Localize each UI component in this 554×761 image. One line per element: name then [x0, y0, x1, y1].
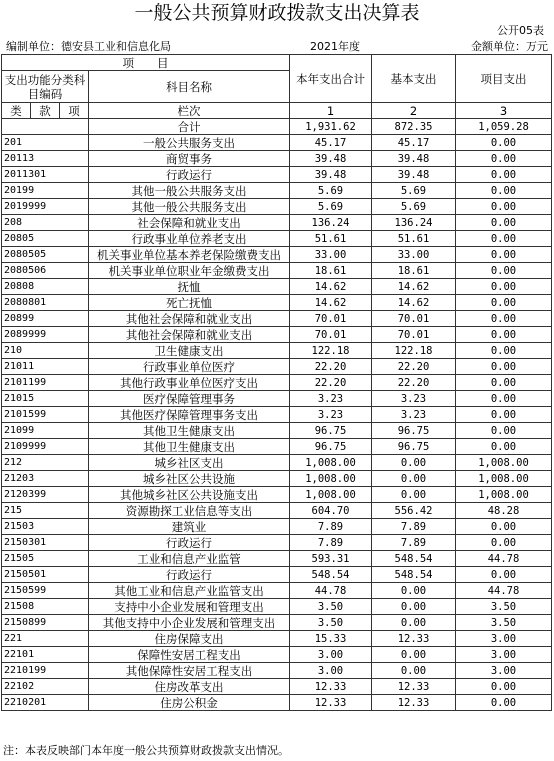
amount-unit: 金额单位：万元: [471, 40, 548, 53]
row-code: 21011: [2, 359, 89, 375]
table-row: [2, 647, 552, 663]
row-project: 0.00: [456, 679, 552, 695]
basic-column-header: 基本支出: [372, 55, 456, 103]
row-name: 其他一般公共服务支出: [89, 199, 290, 215]
row-name: 行政运行: [89, 535, 290, 551]
row-name: 社会保障和就业支出: [89, 215, 290, 231]
table-row: [2, 423, 552, 439]
project-column-header: 项目支出: [456, 55, 552, 103]
row-basic: 96.75: [372, 439, 456, 455]
row-project: 0.00: [456, 695, 552, 711]
row-name: 卫生健康支出: [89, 343, 290, 359]
row-name: 其他行政事业单位医疗支出: [89, 375, 290, 391]
row-basic: 0.00: [372, 455, 456, 471]
col2-index: 2: [372, 103, 456, 119]
table-row: [2, 375, 552, 391]
table-row: [2, 487, 552, 503]
row-code: 2080505: [2, 247, 89, 263]
row-total: 593.31: [290, 551, 372, 567]
row-project: 0.00: [456, 327, 552, 343]
row-project: 0.00: [456, 263, 552, 279]
row-code: 210: [2, 343, 89, 359]
row-basic: 5.69: [372, 183, 456, 199]
row-name: 城乡社区公共设施: [89, 471, 290, 487]
row-total: 5.69: [290, 199, 372, 215]
row-total: 604.70: [290, 503, 372, 519]
row-code: 2120399: [2, 487, 89, 503]
row-project: 44.78: [456, 551, 552, 567]
row-basic: 0.00: [372, 599, 456, 615]
row-project: 0.00: [456, 439, 552, 455]
table-row: [2, 567, 552, 583]
table-row: [2, 615, 552, 631]
row-total: 96.75: [290, 439, 372, 455]
row-total: 14.62: [290, 295, 372, 311]
row-code: 20199: [2, 183, 89, 199]
row-total: 12.33: [290, 695, 372, 711]
table-row: [2, 551, 552, 567]
row-project: 1,008.00: [456, 471, 552, 487]
row-name: 住房保障支出: [89, 631, 290, 647]
row-basic: 548.54: [372, 551, 456, 567]
row-project: 0.00: [456, 407, 552, 423]
table-row: [2, 359, 552, 375]
row-total: 3.50: [290, 615, 372, 631]
row-total: 3.00: [290, 647, 372, 663]
row-code: 2089999: [2, 327, 89, 343]
row-basic: 18.61: [372, 263, 456, 279]
row-basic: 548.54: [372, 567, 456, 583]
row-name: 保障性安居工程支出: [89, 647, 290, 663]
row-basic: 51.61: [372, 231, 456, 247]
row-code: 22102: [2, 679, 89, 695]
row-name: 机关事业单位基本养老保险缴费支出: [89, 247, 290, 263]
row-total: 33.00: [290, 247, 372, 263]
row-total: 7.89: [290, 519, 372, 535]
row-code: 2080801: [2, 295, 89, 311]
row-basic: 122.18: [372, 343, 456, 359]
row-project: 0.00: [456, 535, 552, 551]
row-total: 39.48: [290, 151, 372, 167]
total-basic: 872.35: [372, 119, 456, 135]
xiang-header: 项: [60, 103, 89, 119]
row-basic: 0.00: [372, 615, 456, 631]
row-name: 医疗保障管理事务: [89, 391, 290, 407]
row-total: 3.23: [290, 391, 372, 407]
row-project: 0.00: [456, 359, 552, 375]
table-row: [2, 327, 552, 343]
page-title: 一般公共预算财政拨款支出决算表: [134, 2, 420, 24]
row-project: 0.00: [456, 151, 552, 167]
row-basic: 3.23: [372, 407, 456, 423]
row-name: 城乡社区支出: [89, 455, 290, 471]
row-total: 3.23: [290, 407, 372, 423]
row-code: 21099: [2, 423, 89, 439]
row-total: 45.17: [290, 135, 372, 151]
lei-header: 类: [2, 103, 31, 119]
row-total: 51.61: [290, 231, 372, 247]
row-name: 死亡抚恤: [89, 295, 290, 311]
row-code: 2150899: [2, 615, 89, 631]
row-code: 20113: [2, 151, 89, 167]
table-row: [2, 663, 552, 679]
row-name: 资源勘探工业信息等支出: [89, 503, 290, 519]
total-amount: 1,931.62: [290, 119, 372, 135]
row-project: 44.78: [456, 583, 552, 599]
table-row: [2, 279, 552, 295]
row-basic: 7.89: [372, 519, 456, 535]
row-name: 支持中小企业发展和管理支出: [89, 599, 290, 615]
row-total: 22.20: [290, 359, 372, 375]
table-row: [2, 215, 552, 231]
row-basic: 14.62: [372, 295, 456, 311]
row-basic: 22.20: [372, 375, 456, 391]
table-row: [2, 455, 552, 471]
row-name: 其他一般公共服务支出: [89, 183, 290, 199]
row-name: 住房改革支出: [89, 679, 290, 695]
row-code: 2011301: [2, 167, 89, 183]
total-row: [2, 119, 552, 135]
table-row: [2, 503, 552, 519]
row-name: 一般公共服务支出: [89, 135, 290, 151]
row-code: 2210201: [2, 695, 89, 711]
row-basic: 12.33: [372, 631, 456, 647]
table-row: [2, 263, 552, 279]
row-project: 3.50: [456, 599, 552, 615]
row-name: 行政运行: [89, 167, 290, 183]
fiscal-year: 2021年度: [310, 40, 360, 53]
row-name: 抚恤: [89, 279, 290, 295]
row-name: 机关事业单位职业年金缴费支出: [89, 263, 290, 279]
row-code: 201: [2, 135, 89, 151]
row-total: 39.48: [290, 167, 372, 183]
row-total: 18.61: [290, 263, 372, 279]
row-total: 12.33: [290, 679, 372, 695]
row-total: 136.24: [290, 215, 372, 231]
row-project: 0.00: [456, 375, 552, 391]
row-project: 0.00: [456, 423, 552, 439]
row-code: 212: [2, 455, 89, 471]
row-basic: 22.20: [372, 359, 456, 375]
row-total: 1,008.00: [290, 455, 372, 471]
row-code: 21203: [2, 471, 89, 487]
row-code: 21503: [2, 519, 89, 535]
row-basic: 70.01: [372, 327, 456, 343]
row-code: 20808: [2, 279, 89, 295]
row-total: 1,008.00: [290, 471, 372, 487]
table-row: [2, 135, 552, 151]
row-code: 20899: [2, 311, 89, 327]
row-project: 0.00: [456, 295, 552, 311]
row-basic: 39.48: [372, 167, 456, 183]
table-row: [2, 199, 552, 215]
total-label: 合计: [89, 119, 290, 135]
row-code: 2210199: [2, 663, 89, 679]
table-row: [2, 695, 552, 711]
row-name: 行政运行: [89, 567, 290, 583]
row-project: 3.00: [456, 647, 552, 663]
row-basic: 33.00: [372, 247, 456, 263]
row-total: 44.78: [290, 583, 372, 599]
row-project: 0.00: [456, 311, 552, 327]
function-code-header: 支出功能分类科目编码: [2, 71, 89, 103]
row-project: 0.00: [456, 247, 552, 263]
row-total: 7.89: [290, 535, 372, 551]
row-basic: 3.23: [372, 391, 456, 407]
table-row: [2, 631, 552, 647]
row-code: 2109999: [2, 439, 89, 455]
row-total: 5.69: [290, 183, 372, 199]
row-code: 215: [2, 503, 89, 519]
table-row: [2, 599, 552, 615]
row-name: 其他卫生健康支出: [89, 439, 290, 455]
table-row: [2, 231, 552, 247]
row-code: 21508: [2, 599, 89, 615]
row-code: 21505: [2, 551, 89, 567]
name-column-header: 科目名称: [89, 71, 290, 103]
row-name: 其他城乡社区公共设施支出: [89, 487, 290, 503]
row-name: 行政事业单位养老支出: [89, 231, 290, 247]
table-row: [2, 247, 552, 263]
row-code: 21015: [2, 391, 89, 407]
table-row: [2, 295, 552, 311]
table-row: [2, 391, 552, 407]
row-total: 70.01: [290, 327, 372, 343]
table-row: [2, 311, 552, 327]
table-row: [2, 679, 552, 695]
table-row: [2, 183, 552, 199]
row-total: 15.33: [290, 631, 372, 647]
row-project: 48.28: [456, 503, 552, 519]
row-name: 工业和信息产业监管: [89, 551, 290, 567]
item-header: 项 目: [2, 55, 290, 71]
row-basic: 45.17: [372, 135, 456, 151]
table-row: [2, 439, 552, 455]
row-project: 0.00: [456, 183, 552, 199]
total-column-header: 本年支出合计: [290, 55, 372, 103]
row-name: 其他保障性安居工程支出: [89, 663, 290, 679]
table-row: [2, 535, 552, 551]
table-row: [2, 471, 552, 487]
row-code: 2080506: [2, 263, 89, 279]
row-total: 96.75: [290, 423, 372, 439]
row-basic: 39.48: [372, 151, 456, 167]
row-basic: 0.00: [372, 663, 456, 679]
col3-index: 3: [456, 103, 552, 119]
row-code: 2150301: [2, 535, 89, 551]
row-project: 0.00: [456, 567, 552, 583]
row-code: 2019999: [2, 199, 89, 215]
row-basic: 12.33: [372, 679, 456, 695]
total-code: [2, 119, 89, 135]
row-project: 0.00: [456, 215, 552, 231]
header-row-1: [2, 55, 552, 71]
row-name: 行政事业单位医疗: [89, 359, 290, 375]
row-basic: 0.00: [372, 647, 456, 663]
row-code: 2101599: [2, 407, 89, 423]
footnote: 注：本表反映部门本年度一般公共预算财政拨款支出情况。: [3, 744, 289, 757]
row-total: 548.54: [290, 567, 372, 583]
table-row: [2, 343, 552, 359]
kuan-header: 款: [31, 103, 60, 119]
row-total: 3.00: [290, 663, 372, 679]
table-row: [2, 407, 552, 423]
row-basic: 5.69: [372, 199, 456, 215]
row-total: 122.18: [290, 343, 372, 359]
row-basic: 556.42: [372, 503, 456, 519]
row-basic: 7.89: [372, 535, 456, 551]
row-name: 住房公积金: [89, 695, 290, 711]
row-name: 其他社会保障和就业支出: [89, 311, 290, 327]
row-name: 其他卫生健康支出: [89, 423, 290, 439]
form-code: 公开05表: [497, 24, 544, 37]
row-total: 1,008.00: [290, 487, 372, 503]
row-project: 3.00: [456, 631, 552, 647]
table-row: [2, 167, 552, 183]
row-project: 0.00: [456, 343, 552, 359]
row-code: 20805: [2, 231, 89, 247]
row-project: 0.00: [456, 519, 552, 535]
row-project: 1,008.00: [456, 487, 552, 503]
row-total: 22.20: [290, 375, 372, 391]
row-basic: 70.01: [372, 311, 456, 327]
total-project: 1,059.28: [456, 119, 552, 135]
row-name: 其他医疗保障管理事务支出: [89, 407, 290, 423]
row-basic: 136.24: [372, 215, 456, 231]
row-code: 22101: [2, 647, 89, 663]
row-project: 3.50: [456, 615, 552, 631]
compiling-unit: 编制单位：德安县工业和信息化局: [6, 40, 171, 53]
row-basic: 0.00: [372, 487, 456, 503]
row-project: 1,008.00: [456, 455, 552, 471]
lanci-label: 栏次: [89, 103, 290, 119]
row-name: 商贸事务: [89, 151, 290, 167]
row-total: 70.01: [290, 311, 372, 327]
row-project: 0.00: [456, 231, 552, 247]
table-row: [2, 583, 552, 599]
row-code: 221: [2, 631, 89, 647]
row-name: 其他支持中小企业发展和管理支出: [89, 615, 290, 631]
row-name: 其他社会保障和就业支出: [89, 327, 290, 343]
row-name: 建筑业: [89, 519, 290, 535]
table-row: [2, 151, 552, 167]
row-code: 208: [2, 215, 89, 231]
row-name: 其他工业和信息产业监管支出: [89, 583, 290, 599]
row-project: 0.00: [456, 391, 552, 407]
row-code: 2150501: [2, 567, 89, 583]
col1-index: 1: [290, 103, 372, 119]
row-basic: 14.62: [372, 279, 456, 295]
row-basic: 0.00: [372, 583, 456, 599]
row-basic: 12.33: [372, 695, 456, 711]
row-total: 14.62: [290, 279, 372, 295]
row-project: 0.00: [456, 135, 552, 151]
row-total: 3.50: [290, 599, 372, 615]
row-basic: 0.00: [372, 471, 456, 487]
row-code: 2150599: [2, 583, 89, 599]
row-project: 0.00: [456, 167, 552, 183]
row-basic: 96.75: [372, 423, 456, 439]
row-project: 3.00: [456, 663, 552, 679]
row-project: 0.00: [456, 279, 552, 295]
row-code: 2101199: [2, 375, 89, 391]
expenditure-table: [1, 54, 552, 711]
table-row: [2, 519, 552, 535]
row-project: 0.00: [456, 199, 552, 215]
